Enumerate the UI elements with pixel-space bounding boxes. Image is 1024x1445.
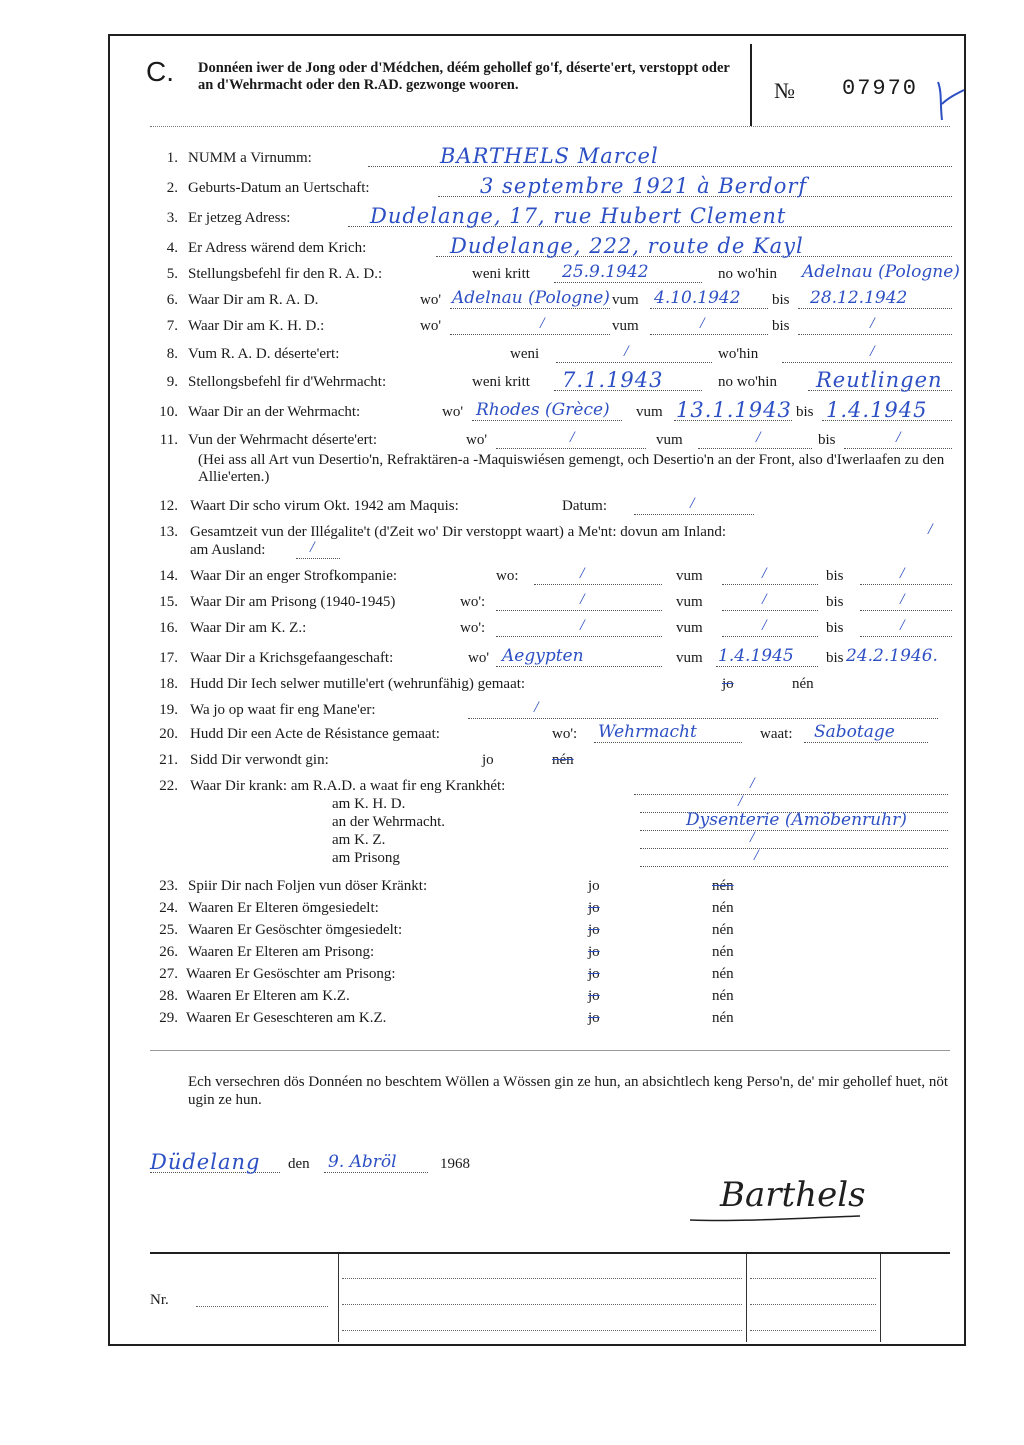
question-10: 10. Waar Dir an der Wehrmacht: wo' Rhodes (Grèce) vum 13.1.1943 bis 1.4.1945 [150, 404, 960, 428]
question-19: 19. Wa jo op waat fir eng Mane'er: / [150, 702, 960, 726]
question-8: 8. Vum R. A. D. déserte'ert: weni / wo'hin / [150, 346, 960, 370]
q21-nen[interactable]: nén [552, 752, 574, 768]
q27-nen[interactable]: nén [712, 966, 734, 982]
q28-nen[interactable]: nén [712, 988, 734, 1004]
declaration-text: Ech versechren dös Donnéen no beschtem Wöllen a Wössen gin ze hun, an absichtlech keng Perso'n, de' mir gehollef huet, nöt ugin ze hun. [188, 1074, 949, 1108]
question-22-wehrmacht: an der Wehrmacht. Dysenterie (Amöbenruhr) [150, 814, 960, 838]
signature-icon [680, 1160, 950, 1230]
signature-date[interactable]: 9. Abröl [328, 1152, 397, 1172]
question-12: 12. Waart Dir scho virum Okt. 1942 am Maquis: Datum: / [150, 498, 960, 522]
q25-jo[interactable]: jo [588, 922, 600, 938]
question-7: 7. Waar Dir am K. H. D.: wo' / vum / bis / [150, 318, 960, 342]
question-22-kz: am K. Z. / [150, 832, 960, 856]
question-13-abroad: am Ausland: / [150, 542, 960, 566]
resistance-place-field[interactable]: Wehrmacht [598, 722, 697, 742]
question-28: 28. Waaren Er Elteren am K.Z. jo nén [159, 988, 734, 1004]
form-number: 07970 [842, 76, 919, 101]
separator [150, 1050, 950, 1051]
question-22-khd: am K. H. D. / [150, 796, 960, 820]
question-23: 23. Spiir Dir nach Foljen vun döser Kränkt: jo nén [159, 878, 734, 894]
illness-wehrmacht-field[interactable]: Dysenterie (Amöbenruhr) [686, 810, 907, 830]
question-2: 2. Geburts-Datum an Uertschaft: 3 septembre 1921 à Berdorf [150, 180, 960, 204]
question-22-prisong: am Prisong / [150, 850, 960, 874]
rad-order-date-field[interactable]: 25.9.1942 [562, 262, 649, 282]
question-24: 24. Waaren Er Elteren ömgesiedelt: jo nén [159, 900, 734, 916]
question-15: 15. Waar Dir am Prisong (1940-1945) wo': / vum / bis / [150, 594, 960, 618]
question-18: 18. Hudd Dir Iech selwer mutille'ert (wehrunfähig) gemaat: jo nén [159, 676, 814, 692]
birth-field[interactable]: 3 septembre 1921 à Berdorf [480, 174, 808, 198]
number-sign: № [774, 78, 795, 103]
question-3: 3. Er jetzeg Adress: Dudelange, 17, rue Hubert Clement [150, 210, 960, 234]
q23-nen[interactable]: nén [712, 878, 734, 894]
question-14: 14. Waar Dir an enger Strofkompanie: wo: / vum / bis / [150, 568, 960, 592]
q29-jo[interactable]: jo [588, 1010, 600, 1026]
question-26: 26. Waaren Er Elteren am Prisong: jo nén [159, 944, 734, 960]
header-divider [750, 44, 752, 126]
wehrmacht-from-field[interactable]: 13.1.1943 [676, 398, 792, 422]
question-6: 6. Waar Dir am R. A. D. wo' Adelnau (Pologne) vum 4.10.1942 bis 28.12.1942 [150, 292, 960, 316]
wehrmacht-to-field[interactable]: 1.4.1945 [826, 398, 928, 422]
question-11-note: (Hei ass all Art vun Desertio'n, Refraktären-a -Maquiswiésen gemengt, och Desertio'n an der Front, also d'Iwerlaafen zu den Allie'erten.) [198, 452, 945, 485]
form-title: Donnéen iwer de Jong oder d'Médchen, déém gehollef go'f, déserte'ert, verstoppt oder an d'Wehrmacht oder den R.AD. gezwonge wooren. [198, 60, 730, 93]
pow-to-field[interactable]: 24.2.1946. [846, 646, 938, 666]
q27-jo[interactable]: jo [588, 966, 600, 982]
question-27: 27. Waaren Er Gesöschter am Prisong: jo nén [159, 966, 734, 982]
nr-label: Nr. [150, 1292, 169, 1308]
q18-nen[interactable]: nén [792, 676, 814, 692]
svg-text:Barthels: Barthels [720, 1175, 866, 1215]
q28-jo[interactable]: jo [588, 988, 600, 1004]
q25-nen[interactable]: nén [712, 922, 734, 938]
wehrmacht-place-field[interactable]: Rhodes (Grèce) [476, 400, 610, 420]
question-1: 1. NUMM a Virnumm: BARTHELS Marcel [150, 150, 960, 174]
question-11: 11. Vun der Wehrmacht déserte'ert: wo' / vum / bis / [150, 432, 960, 456]
question-22: 22. Waar Dir krank: am R.A.D. a waat fir eng Krankhét: / [150, 778, 960, 802]
question-9: 9. Stellongsbefehl fir d'Wehrmacht: weni kritt 7.1.1943 no wo'hin Reutlingen [150, 374, 960, 398]
name-field[interactable]: BARTHELS Marcel [440, 144, 659, 168]
q24-jo[interactable]: jo [588, 900, 600, 916]
question-21: 21. Sidd Dir verwondt gin: jo nén [159, 752, 574, 768]
question-16: 16. Waar Dir am K. Z.: wo': / vum / bis / [150, 620, 960, 644]
q24-nen[interactable]: nén [712, 900, 734, 916]
question-13: 13. Gesamtzeit vun der Illégalite't (d'Zeit wo' Dir verstoppt waart) a Me'nt: dovun am Inland: / [159, 521, 933, 540]
pow-from-field[interactable]: 1.4.1945 [718, 646, 794, 666]
rad-destination-field[interactable]: Adelnau (Pologne) [802, 262, 960, 282]
question-29: 29. Waaren Er Geseschteren am K.Z. jo nén [159, 1010, 734, 1026]
q21-jo[interactable]: jo [482, 752, 494, 768]
question-20: 20. Hudd Dir een Acte de Résistance gemaat: wo': Wehrmacht waat: Sabotage [150, 726, 960, 750]
pow-place-field[interactable]: Aegypten [502, 646, 584, 666]
rad-place-field[interactable]: Adelnau (Pologne) [452, 288, 610, 308]
resistance-act-field[interactable]: Sabotage [814, 722, 895, 742]
q26-jo[interactable]: jo [588, 944, 600, 960]
question-5: 5. Stellungsbefehl fir den R. A. D.: weni kritt 25.9.1942 no wo'hin Adelnau (Pologne) [166, 262, 960, 282]
war-address-field[interactable]: Dudelange, 222, route de Kayl [450, 234, 804, 258]
nr-field[interactable] [196, 1306, 328, 1307]
question-17: 17. Waar Dir a Krichsgefaangeschaft: wo' Aegypten vum 1.4.1945 bis 24.2.1946. [159, 646, 938, 666]
current-address-field[interactable]: Dudelange, 17, rue Hubert Clement [370, 204, 787, 228]
q18-jo[interactable]: jo [722, 676, 734, 692]
q29-nen[interactable]: nén [712, 1010, 734, 1026]
question-4: 4. Er Adress wärend dem Krich: Dudelange, 222, route de Kayl [150, 240, 960, 264]
rad-to-field[interactable]: 28.12.1942 [810, 288, 908, 308]
footer-rule [150, 1252, 950, 1254]
q23-jo[interactable]: jo [588, 878, 600, 894]
signature-line: Düdelang den 9. Abröl 1968 [150, 1150, 470, 1174]
wehrmacht-destination-field[interactable]: Reutlingen [816, 368, 943, 392]
signature-place[interactable]: Düdelang [150, 1150, 261, 1174]
rad-from-field[interactable]: 4.10.1942 [654, 288, 741, 308]
wehrmacht-order-date-field[interactable]: 7.1.1943 [562, 368, 664, 392]
q26-nen[interactable]: nén [712, 944, 734, 960]
header-rule [150, 126, 950, 127]
section-letter: C. [146, 56, 174, 87]
question-25: 25. Waaren Er Gesöschter ömgesiedelt: jo nén [159, 922, 734, 938]
